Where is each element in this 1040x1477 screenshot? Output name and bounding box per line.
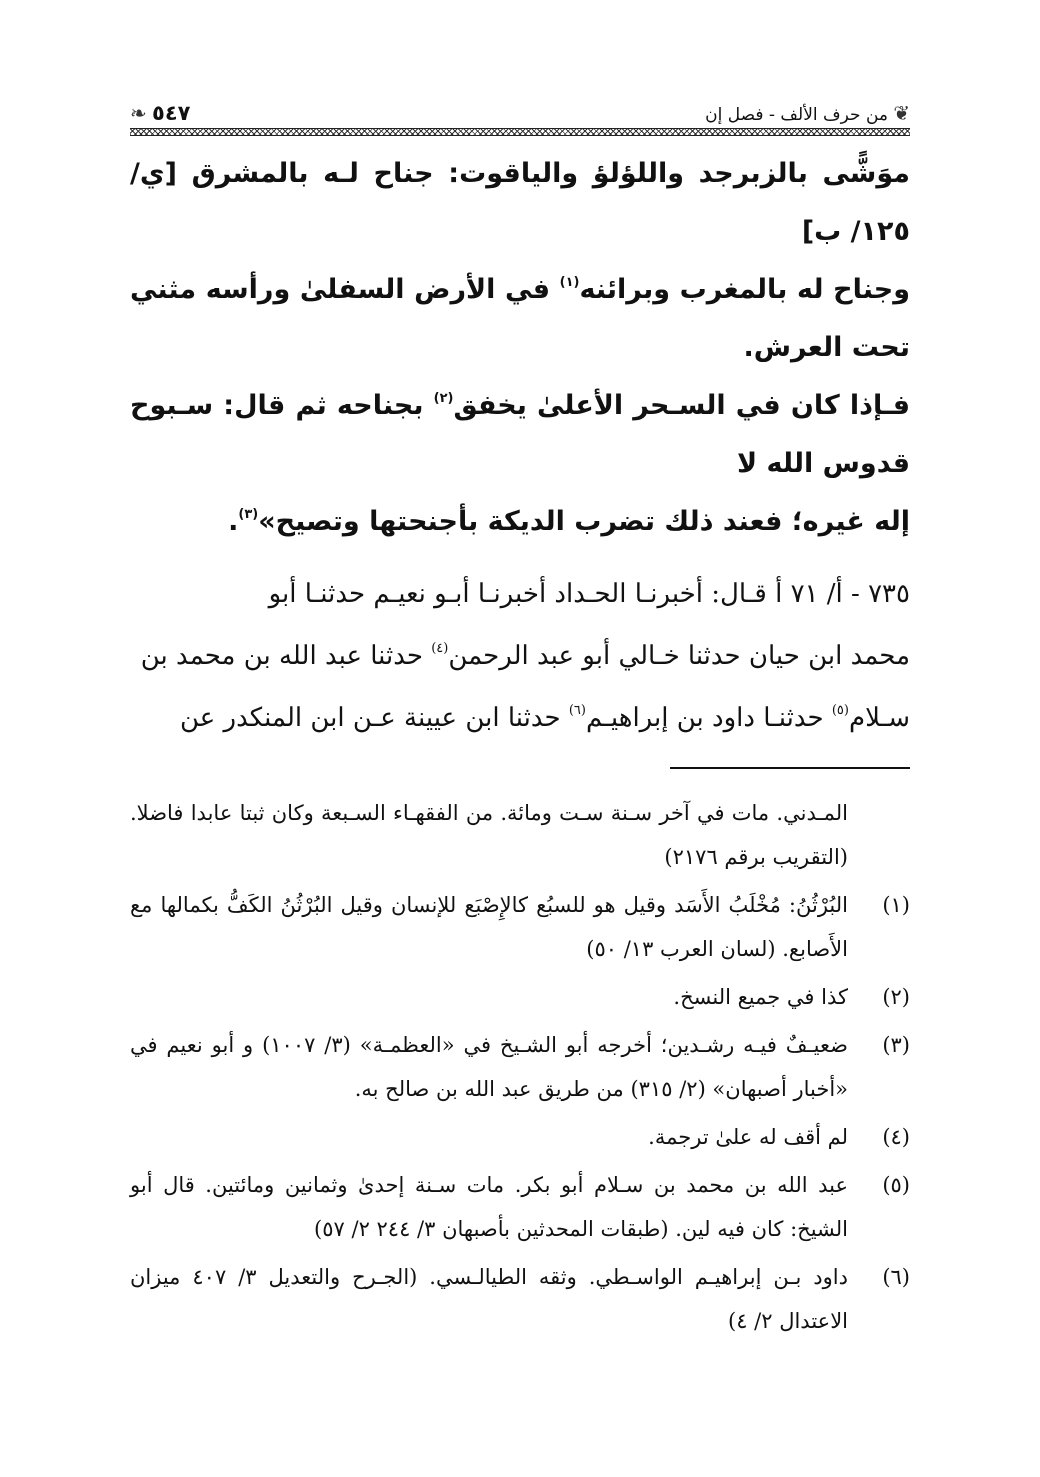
footnote-number: (٢) — [882, 985, 910, 1009]
footnote-number: (١) — [882, 893, 910, 917]
footnote-item — [130, 883, 910, 971]
footnote-continuation: المـدني. مات في آخر سـنة سـت ومائة. من الفقهـاء السـبعة وكان ثبتا عابدا فاضلا. (التقريب برقم ٢١٧٦) — [130, 801, 848, 869]
footnote-ref[interactable]: (٦) — [568, 703, 586, 718]
footnote-ref[interactable]: (١) — [559, 275, 580, 290]
isnad-line: محمد ابن حيان حدثنا خـالي أبو عبد الرحمن$^{(٤)}$ حدثنا عبد الله بن محمد بن — [140, 641, 910, 671]
isnad-line: ٧٣٥ - أ/ ٧١ أ قـال: أخبرنـا الحـداد أخبرنـا أبـو نعيـم حدثنـا أبو — [268, 579, 910, 609]
isnad-line: سـلام$^{(٥)}$ حدثنـا داود بن إبراهيـم$^{(٦)}$ حدثنا ابن عيينة عـن ابن المنكدر عن — [179, 703, 910, 733]
bold-line: وجناح له بالمغرب وبرائنه$^{(١)}$ في الأرض السفلىٰ ورأسه مثني تحت العرش. — [130, 274, 910, 363]
book-page — [130, 95, 910, 1343]
footnote-text: داود بـن إبراهيـم الواسـطي. وثقه الطيالـسي. (الجـرح والتعديل ٣/ ٤٠٧ ميزان الاعتدال ٢/ ٤) — [130, 1265, 848, 1333]
footnote-text: لم أقف له علىٰ ترجمة. — [648, 1125, 848, 1149]
footnote-ref[interactable]: (٥) — [831, 703, 849, 718]
bold-line: موَشًّى بالزبرجد واللؤلؤ والياقوت: جناح لـه بالمشرق [ي/ ١٢٥/ ب] — [130, 158, 910, 247]
footnote-ref[interactable]: (٢) — [433, 391, 454, 406]
footnote-text: عبد الله بن محمد بن سـلام أبو بكر. مات سـنة إحدىٰ وثمانين ومائتين. قال أبو الشيخ: كان فيه لين. (طبقات المحدثين بأصبهان ٣/ ٢٤٤ ٢/ ٥٧) — [130, 1173, 848, 1241]
footnote-item — [130, 975, 910, 1019]
footnote-number: (٥) — [882, 1173, 910, 1197]
running-title: من حرف الألف - فصل إن — [705, 105, 888, 125]
footnote-item — [130, 1255, 910, 1343]
footnote-item — [130, 1115, 910, 1159]
page-number: ٥٤٧ — [152, 101, 191, 125]
ornament-left-icon: ❧ — [130, 101, 147, 125]
hadith-text-bold — [130, 145, 910, 551]
footnote-number: (٤) — [882, 1125, 910, 1149]
footnote-item — [130, 1163, 910, 1251]
footnote-number: (٦) — [882, 1265, 910, 1289]
footnote-separator — [670, 767, 910, 769]
footnote-text: البُرْثُنُ: مُخْلَبُ الأَسَد وقيل هو للسبُع كالإِصْبَع للإنسان وقيل البُرْثُنُ الكَفُّ بكمالها مع الأَصابع. (لسان العرب ١٣/ ٥٠) — [130, 893, 848, 961]
footnote-ref[interactable]: (٣) — [238, 507, 259, 522]
footnote-text: كذا في جميع النسخ. — [673, 985, 848, 1009]
hadith-isnad — [130, 563, 910, 749]
footnote-text: ضعيـفٌ فيـه رشـدين؛ أخرجه أبو الشـيخ في «العظمـة» (٣/ ١٠٠٧) و أبو نعيم في «أخبار أصبهان» (٢/ ٣١٥) من طريق عبد الله بن صالح به. — [130, 1033, 848, 1101]
bold-line: فـإذا كان في السـحر الأعلىٰ يخفق$^{(٢)}$ بجناحه ثم قال: سـبوح قدوس الله لا — [130, 390, 911, 479]
footnote-ref[interactable]: (٤) — [431, 641, 449, 656]
header-ornamental-rule — [130, 128, 910, 136]
footnotes — [130, 791, 910, 1343]
ornament-right-icon: ❦ — [893, 101, 910, 125]
bold-line: إله غيره؛ فعند ذلك تضرب الديكة بأجنحتها وتصيح»$^{(٣)}$. — [228, 506, 910, 537]
footnote-number: (٣) — [882, 1033, 910, 1057]
page-header — [130, 95, 910, 135]
footnote-item — [130, 1023, 910, 1111]
